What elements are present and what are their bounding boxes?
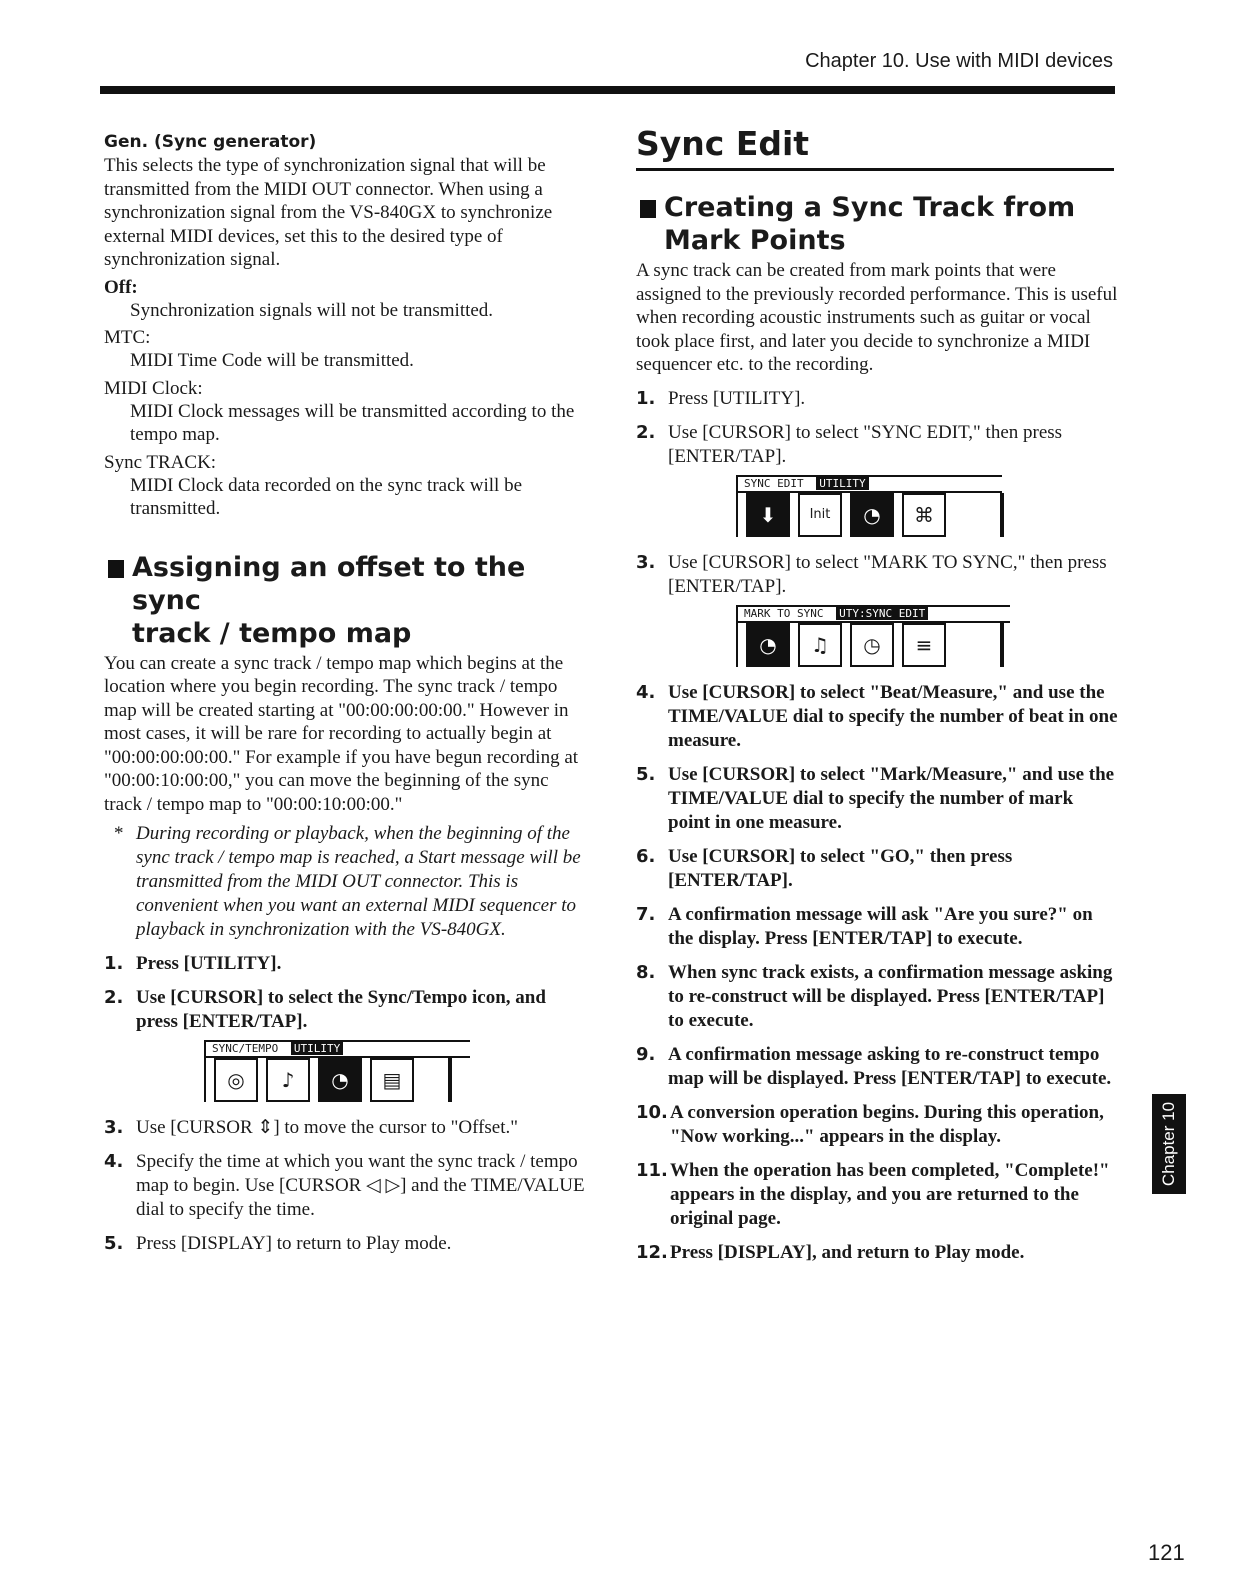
step-text: Use [CURSOR] to select "MARK TO SYNC," then press [ENTER/TAP].: [668, 551, 1107, 597]
page-title: Sync Edit: [636, 124, 810, 163]
lcd-icon-row: [204, 1058, 414, 1102]
lcd-icon-row: [736, 623, 946, 667]
step-item: [636, 681, 1118, 753]
step-item: [636, 961, 1118, 1033]
lcd-title-bar: [736, 605, 1010, 623]
steps-list: [104, 952, 588, 1034]
step-item: [636, 763, 1118, 835]
lcd-title-bar: [204, 1040, 470, 1058]
step-text: Use [CURSOR] to select "Mark/Measure," and use the TIME/VALUE dial to specify the number of mark point in one measure.: [668, 763, 1115, 833]
step-item: [636, 1241, 1118, 1265]
right-column: [636, 124, 1118, 1265]
steps-list: [636, 551, 1118, 599]
measure-icon: ≡: [902, 623, 946, 667]
save-icon: ▤: [370, 1058, 414, 1102]
step-number: 4.: [104, 1151, 124, 1172]
lcd-mark-to-sync: [736, 605, 1118, 671]
step-item: [104, 986, 588, 1034]
header-rule: [100, 86, 1115, 94]
init-icon: Init: [798, 493, 842, 537]
tempo-icon: ♪: [266, 1058, 310, 1102]
steps-list: [636, 387, 1118, 469]
lcd-end-bar: [448, 1058, 452, 1102]
step-text: Press [DISPLAY], and return to Play mode.: [670, 1241, 1025, 1263]
step-number: 5.: [104, 1233, 124, 1254]
lcd-end-bar: [1000, 493, 1004, 537]
clock-icon: ◔: [850, 493, 894, 537]
lcd-sync-tempo: [204, 1040, 476, 1106]
option-desc: Synchronization signals will not be transmitted.: [130, 299, 494, 321]
step-item: [636, 1101, 1118, 1149]
mark-icon: ◷: [850, 623, 894, 667]
step-text: A conversion operation begins. During this operation, "Now working..." appears in the display.: [670, 1101, 1104, 1147]
utility-icon: ⌘: [902, 493, 946, 537]
step-number: 5.: [636, 763, 656, 785]
step-number: 6.: [636, 845, 656, 867]
note-text: During recording or playback, when the beginning of the sync track / tempo map is reached, a Start message will be transmitted from the MIDI OUT connector. This is convenient when you want an external MIDI sequencer to playback in synchronization with the VS-840GX.: [136, 823, 581, 940]
chapter-side-tab-label: Chapter 10: [1159, 1101, 1178, 1187]
step-item: [636, 421, 1118, 469]
step-text: When sync track exists, a confirmation message asking to re-construct will be displayed. Press [ENTER/TAP] to execute.: [668, 961, 1113, 1031]
lcd-tag: UTILITY: [291, 1042, 343, 1055]
section-bullet-icon: [640, 200, 656, 218]
step-item: [636, 387, 1118, 411]
step-text: Press [UTILITY].: [668, 387, 806, 409]
step-number: 10.: [636, 1101, 668, 1123]
lcd-tag: UTY:SYNC EDIT: [836, 607, 928, 620]
section-heading-mark: [636, 191, 1118, 257]
step-number: 3.: [636, 551, 656, 573]
gen-heading: Gen. (Sync generator): [104, 132, 317, 152]
step-text: Press [UTILITY].: [136, 953, 282, 974]
step-item: [636, 551, 1118, 599]
title-rule: [636, 168, 1114, 171]
section-heading-offset: [104, 551, 588, 650]
step-text: Use [CURSOR] to select "SYNC EDIT," then press [ENTER/TAP].: [668, 421, 1063, 467]
page-number: 121: [1148, 1540, 1185, 1565]
step-item: [104, 1232, 588, 1256]
lcd-sync-edit: [736, 475, 1118, 541]
section-title-line: track / tempo map: [132, 617, 412, 649]
left-column: [104, 132, 588, 1256]
option-list: [104, 276, 588, 521]
step-number: 2.: [636, 421, 656, 443]
step-number: 9.: [636, 1043, 656, 1065]
section-intro: You can create a sync track / tempo map which begins at the location where you begin recording. The sync track / tempo map will be created starting at "00:00:00:00:00." However in most cases, it will be rare for recording to actually begin at "00:00:00:00:00." For example if you have begun recording at "00:00:10:00:00," you can move the beginning of the sync track / tempo map to "00:00:10:00:00.": [104, 652, 579, 815]
lcd-title: SYNC EDIT: [744, 476, 804, 490]
option-desc: MIDI Clock data recorded on the sync track will be transmitted.: [130, 474, 523, 519]
step-number: 1.: [104, 953, 124, 974]
option-term: MIDI Clock:: [104, 377, 203, 399]
running-header: Chapter 10. Use with MIDI devices: [805, 50, 1113, 72]
step-text: A confirmation message asking to re-construct tempo map will be displayed. Press [ENTER/TAP] to execute.: [668, 1043, 1112, 1089]
step-number: 12.: [636, 1241, 668, 1263]
lcd-tag: UTILITY: [816, 477, 868, 490]
section-title-line: Mark Points: [664, 225, 846, 256]
beat-icon: ♫: [798, 623, 842, 667]
step-number: 2.: [104, 987, 124, 1008]
note: [114, 822, 588, 942]
clock-icon: ◔: [318, 1058, 362, 1102]
step-item: [104, 1116, 588, 1140]
lcd-title: MARK TO SYNC: [744, 606, 824, 620]
step-item: [104, 952, 588, 976]
tap-icon: ◔: [746, 623, 790, 667]
step-text: Use [CURSOR] to select the Sync/Tempo icon, and press [ENTER/TAP].: [136, 987, 546, 1032]
option-term: Sync TRACK:: [104, 451, 217, 473]
section-bullet-icon: [108, 560, 124, 578]
step-text: Specify the time at which you want the sync track / tempo map to begin. Use [CURSOR ◁ ▷] and the TIME/VALUE dial to specify the time.: [136, 1151, 585, 1220]
steps-list: [104, 1116, 588, 1256]
arrow-icon: ⬇: [746, 493, 790, 537]
step-text: When the operation has been completed, "Complete!" appears in the display, and you are returned to the original page.: [670, 1159, 1110, 1229]
step-number: 11.: [636, 1159, 668, 1181]
step-number: 4.: [636, 681, 656, 703]
step-number: 8.: [636, 961, 656, 983]
gen-intro: This selects the type of synchronization signal that will be transmitted from the MIDI OUT connector. When using a synchronization signal from the VS-840GX to synchronize external MIDI devices, set this to the desired type of synchronization signal.: [104, 155, 553, 270]
step-text: Use [CURSOR] to select "GO," then press [ENTER/TAP].: [668, 845, 1013, 891]
steps-list: [636, 681, 1118, 1265]
step-text: Use [CURSOR ⇕] to move the cursor to "Offset.": [136, 1117, 519, 1138]
step-number: 7.: [636, 903, 656, 925]
option-desc: MIDI Time Code will be transmitted.: [130, 350, 414, 371]
option-desc: MIDI Clock messages will be transmitted according to the tempo map.: [130, 400, 575, 445]
step-text: A confirmation message will ask "Are you sure?" on the display. Press [ENTER/TAP] to execute.: [668, 903, 1093, 949]
section-title-line: Creating a Sync Track from: [664, 192, 1076, 223]
step-text: Press [DISPLAY] to return to Play mode.: [136, 1233, 452, 1254]
note-asterisk: *: [114, 823, 124, 844]
option-term: Off:: [104, 276, 138, 298]
lcd-title-bar: [736, 475, 1002, 493]
step-number: 1.: [636, 387, 656, 409]
section-intro: A sync track can be created from mark points that were assigned to the previously recorded performance. This is useful when recording acoustic instruments such as guitar or vocal took place first, and later you decide to synchronize a MIDI sequencer etc. to the recording.: [636, 260, 1118, 375]
step-text: Use [CURSOR] to select "Beat/Measure," and use the TIME/VALUE dial to specify the number of beat in one measure.: [668, 681, 1118, 751]
lcd-end-bar: [1000, 623, 1004, 667]
step-item: [636, 1159, 1118, 1231]
chapter-side-tab: [1152, 1094, 1186, 1194]
step-item: [636, 903, 1118, 951]
lcd-icon-row: [736, 493, 946, 537]
step-item: [104, 1150, 588, 1222]
step-number: 3.: [104, 1117, 124, 1138]
sync-icon: ◎: [214, 1058, 258, 1102]
lcd-title: SYNC/TEMPO: [212, 1042, 279, 1055]
option-term: MTC:: [104, 327, 151, 348]
step-item: [636, 845, 1118, 893]
section-title-line: Assigning an offset to the sync: [132, 551, 526, 616]
step-item: [636, 1043, 1118, 1091]
